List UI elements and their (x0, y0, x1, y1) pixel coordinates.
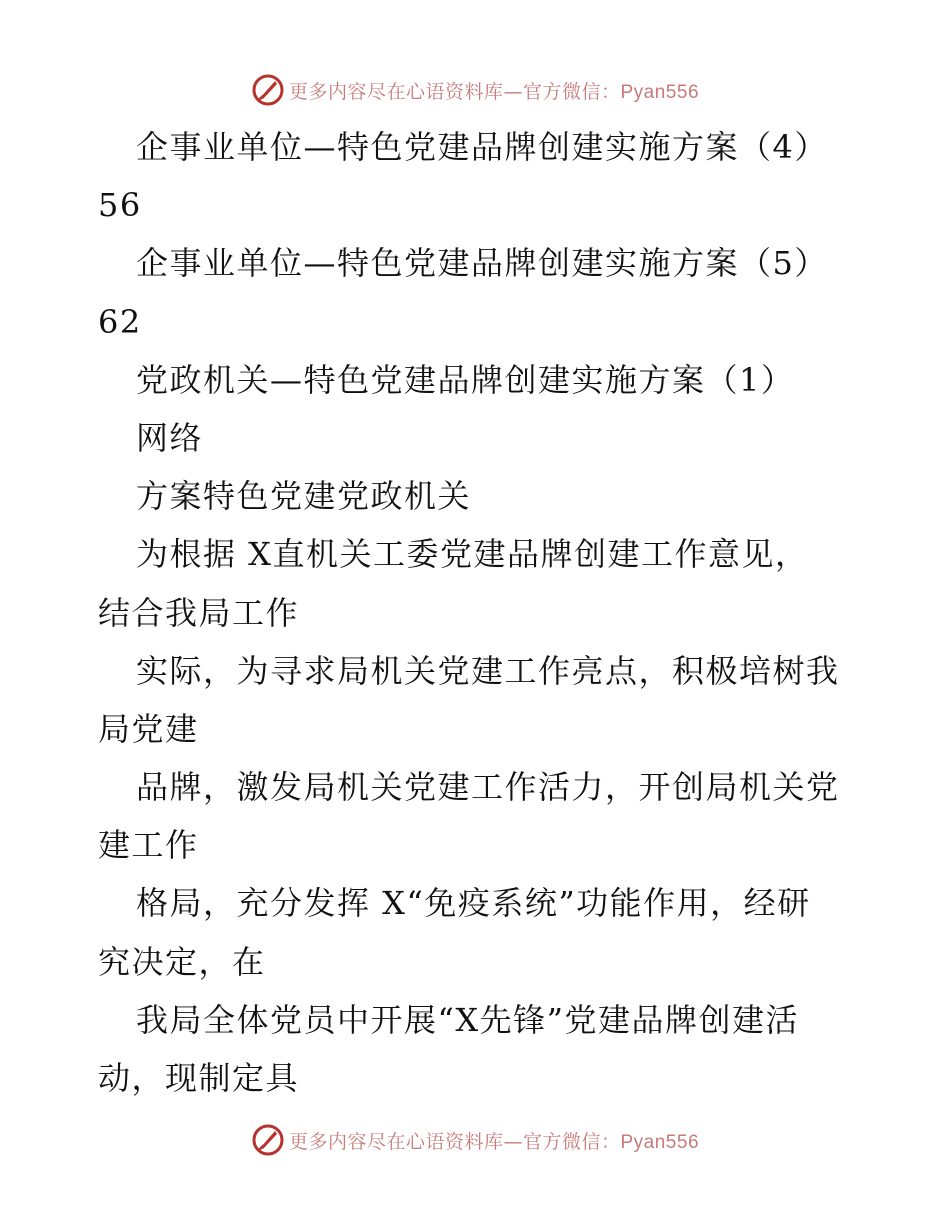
text-line: 实际，为寻求局机关党建工作亮点，积极培树我 (136, 651, 840, 690)
text-line: 究决定，在 (98, 942, 266, 981)
header-watermark (0, 70, 950, 110)
text-line: 建工作 (98, 826, 199, 865)
text-line: 网络 (136, 418, 204, 457)
text-line: 格局，充分发挥 X“免疫系统”功能作用，经研 (136, 884, 811, 923)
text-line: 局党建 (98, 709, 199, 748)
text-line: 56 (98, 186, 142, 225)
text-line: 为根据 X直机关工委党建品牌创建工作意见， (136, 535, 809, 574)
text-line: 企事业单位—特色党建品牌创建实施方案（5） (136, 244, 828, 283)
text-line: 品牌，激发局机关党建工作活力，开创局机关党 (136, 768, 840, 807)
footer-watermark (0, 1120, 950, 1160)
text-line: 企事业单位—特色党建品牌创建实施方案（4） (136, 128, 828, 166)
text-line: 我局全体党员中开展“X先锋”党建品牌创建活 (136, 1000, 800, 1039)
watermark-text: 更多内容尽在心语资料库—官方微信：Pyan556 (288, 1130, 700, 1153)
quill-logo-icon (251, 1123, 285, 1157)
quill-logo-icon (251, 73, 285, 107)
text-line: 62 (98, 302, 142, 341)
text-line: 党政机关—特色党建品牌创建实施方案（1） (136, 360, 795, 399)
text-line: 动，现制定具 (98, 1059, 300, 1097)
text-line: 方案特色党建党政机关 (136, 477, 472, 516)
document-body (98, 118, 858, 1107)
watermark-text: 更多内容尽在心语资料库—官方微信：Pyan556 (288, 80, 700, 103)
text-line: 结合我局工作 (98, 593, 300, 632)
